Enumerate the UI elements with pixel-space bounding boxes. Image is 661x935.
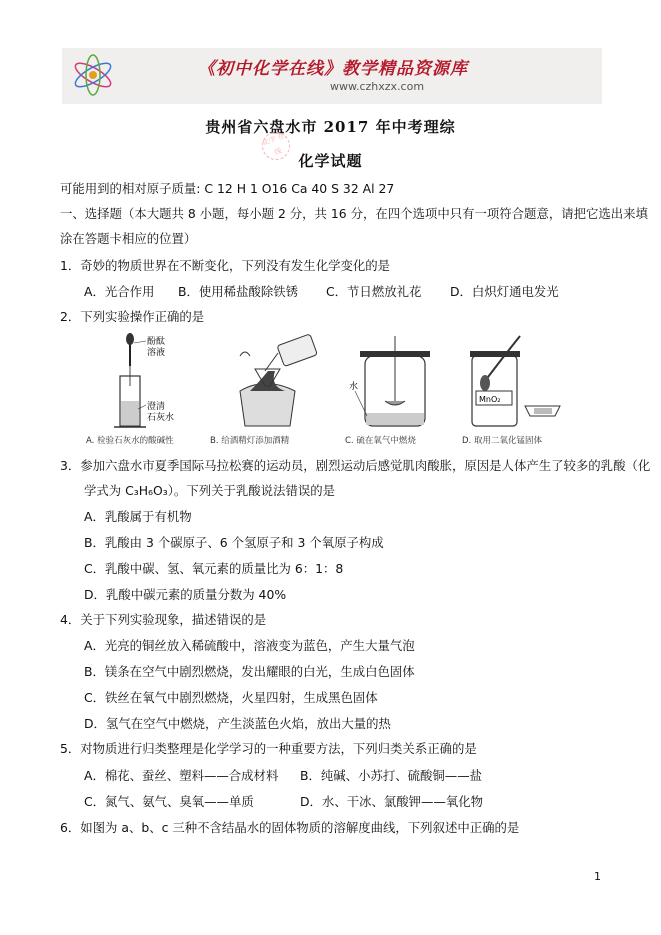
q5-option-d: D．水、干冰、氯酸钾——氧化物 bbox=[300, 794, 484, 809]
banner-title: 《初中化学在线》教学精品资源库 bbox=[198, 59, 468, 79]
q3-stem-line1: 3．参加六盘水市夏季国际马拉松赛的运动员，剧烈运动后感觉肌肉酸胀，原因是人体产生了较多的乳酸（化 bbox=[60, 458, 651, 473]
q4-option-b: B．镁条在空气中剧烈燃烧，发出耀眼的白光，生成白色固体 bbox=[84, 664, 415, 679]
figure-c-sulfur-jar bbox=[345, 331, 445, 431]
watermark-stamp: 化学 在线 bbox=[258, 128, 294, 164]
q4-option-c: C．铁丝在氧气中剧烈燃烧，火星四射，生成黑色固体 bbox=[84, 690, 378, 705]
q2-stem: 2．下列实验操作正确的是 bbox=[60, 309, 205, 324]
page-number: 1 bbox=[594, 870, 601, 883]
q1-option-b: B．使用稀盐酸除铁锈 bbox=[178, 284, 299, 299]
atomic-masses: 可能用到的相对原子质量: C 12 H 1 O16 Ca 40 S 32 Al 27 bbox=[60, 181, 395, 196]
q3-option-c: C．乳酸中碳、氢、氧元素的质量比为 6：1：8 bbox=[84, 561, 344, 576]
q1-option-d: D．白炽灯通电发光 bbox=[450, 284, 559, 299]
q3-option-b: B．乳酸由 3 个碳原子、6 个氢原子和 3 个氧原子构成 bbox=[84, 535, 384, 550]
q1-stem: 1．奇妙的物质世界在不断变化，下列没有发生化学变化的是 bbox=[60, 258, 391, 273]
fig-a-label-clear: 澄清 bbox=[147, 402, 166, 412]
subject-title: 化学试题 bbox=[298, 152, 363, 170]
fig-a-label-phenolphthalein: 酚酞 bbox=[147, 337, 166, 347]
q6-stem: 6．如图为 a、b、c 三种不含结晶水的固体物质的溶解度曲线，下列叙述中正确的是 bbox=[60, 820, 520, 835]
figure-c-caption: C. 硫在氧气中燃烧 bbox=[345, 436, 416, 446]
fig-a-label-solution: 溶液 bbox=[147, 348, 166, 358]
figure-d-mno2 bbox=[460, 331, 570, 431]
q4-stem: 4．关于下列实验现象，描述错误的是 bbox=[60, 612, 267, 627]
q5-option-c: C．氮气、氨气、臭氧——单质 bbox=[84, 794, 254, 809]
exam-title: 贵州省六盘水市 2017 年中考理综 bbox=[205, 118, 456, 136]
fig-a-label-limewater: 石灰水 bbox=[147, 413, 175, 423]
fig-c-label-water: 水 bbox=[349, 382, 359, 392]
banner-url[interactable]: www.czhxzx.com bbox=[330, 80, 425, 93]
figure-d-caption: D. 取用二氧化锰固体 bbox=[462, 436, 542, 446]
q5-option-b: B．纯碱、小苏打、硫酸铜——盐 bbox=[300, 768, 482, 783]
section-instructions-line1: 一、选择题（本大题共 8 小题，每小题 2 分，共 16 分，在四个选项中只有一项符合题意，请把它选出来填 bbox=[60, 206, 648, 221]
q5-stem: 5．对物质进行归类整理是化学学习的一种重要方法，下列归类关系正确的是 bbox=[60, 741, 477, 756]
figure-a-caption: A. 检验石灰水的酸碱性 bbox=[86, 436, 174, 446]
q4-option-a: A．光亮的铜丝放入稀硫酸中，溶液变为蓝色，产生大量气泡 bbox=[84, 638, 415, 653]
atom-logo-icon bbox=[68, 52, 118, 98]
q1-option-a: A．光合作用 bbox=[84, 284, 155, 299]
q3-option-d: D．乳酸中碳元素的质量分数为 40% bbox=[84, 587, 287, 602]
q3-option-a: A．乳酸属于有机物 bbox=[84, 509, 192, 524]
figure-b-alcohol-lamp bbox=[220, 331, 330, 431]
fig-d-label-mno2: MnO₂ bbox=[479, 395, 501, 404]
q4-option-d: D．氢气在空气中燃烧，产生淡蓝色火焰，放出大量的热 bbox=[84, 716, 391, 731]
q1-option-c: C．节日燃放礼花 bbox=[326, 284, 422, 299]
figure-b-caption: B. 给酒精灯添加酒精 bbox=[210, 436, 290, 446]
q5-option-a: A．棉花、蚕丝、塑料——合成材料 bbox=[84, 768, 279, 783]
figure-a-dropper bbox=[100, 331, 210, 431]
q3-stem-line2: 学式为 C₃H₆O₃）。下列关于乳酸说法错误的是 bbox=[84, 483, 336, 498]
section-instructions-line2: 涂在答题卡相应的位置） bbox=[60, 231, 197, 246]
